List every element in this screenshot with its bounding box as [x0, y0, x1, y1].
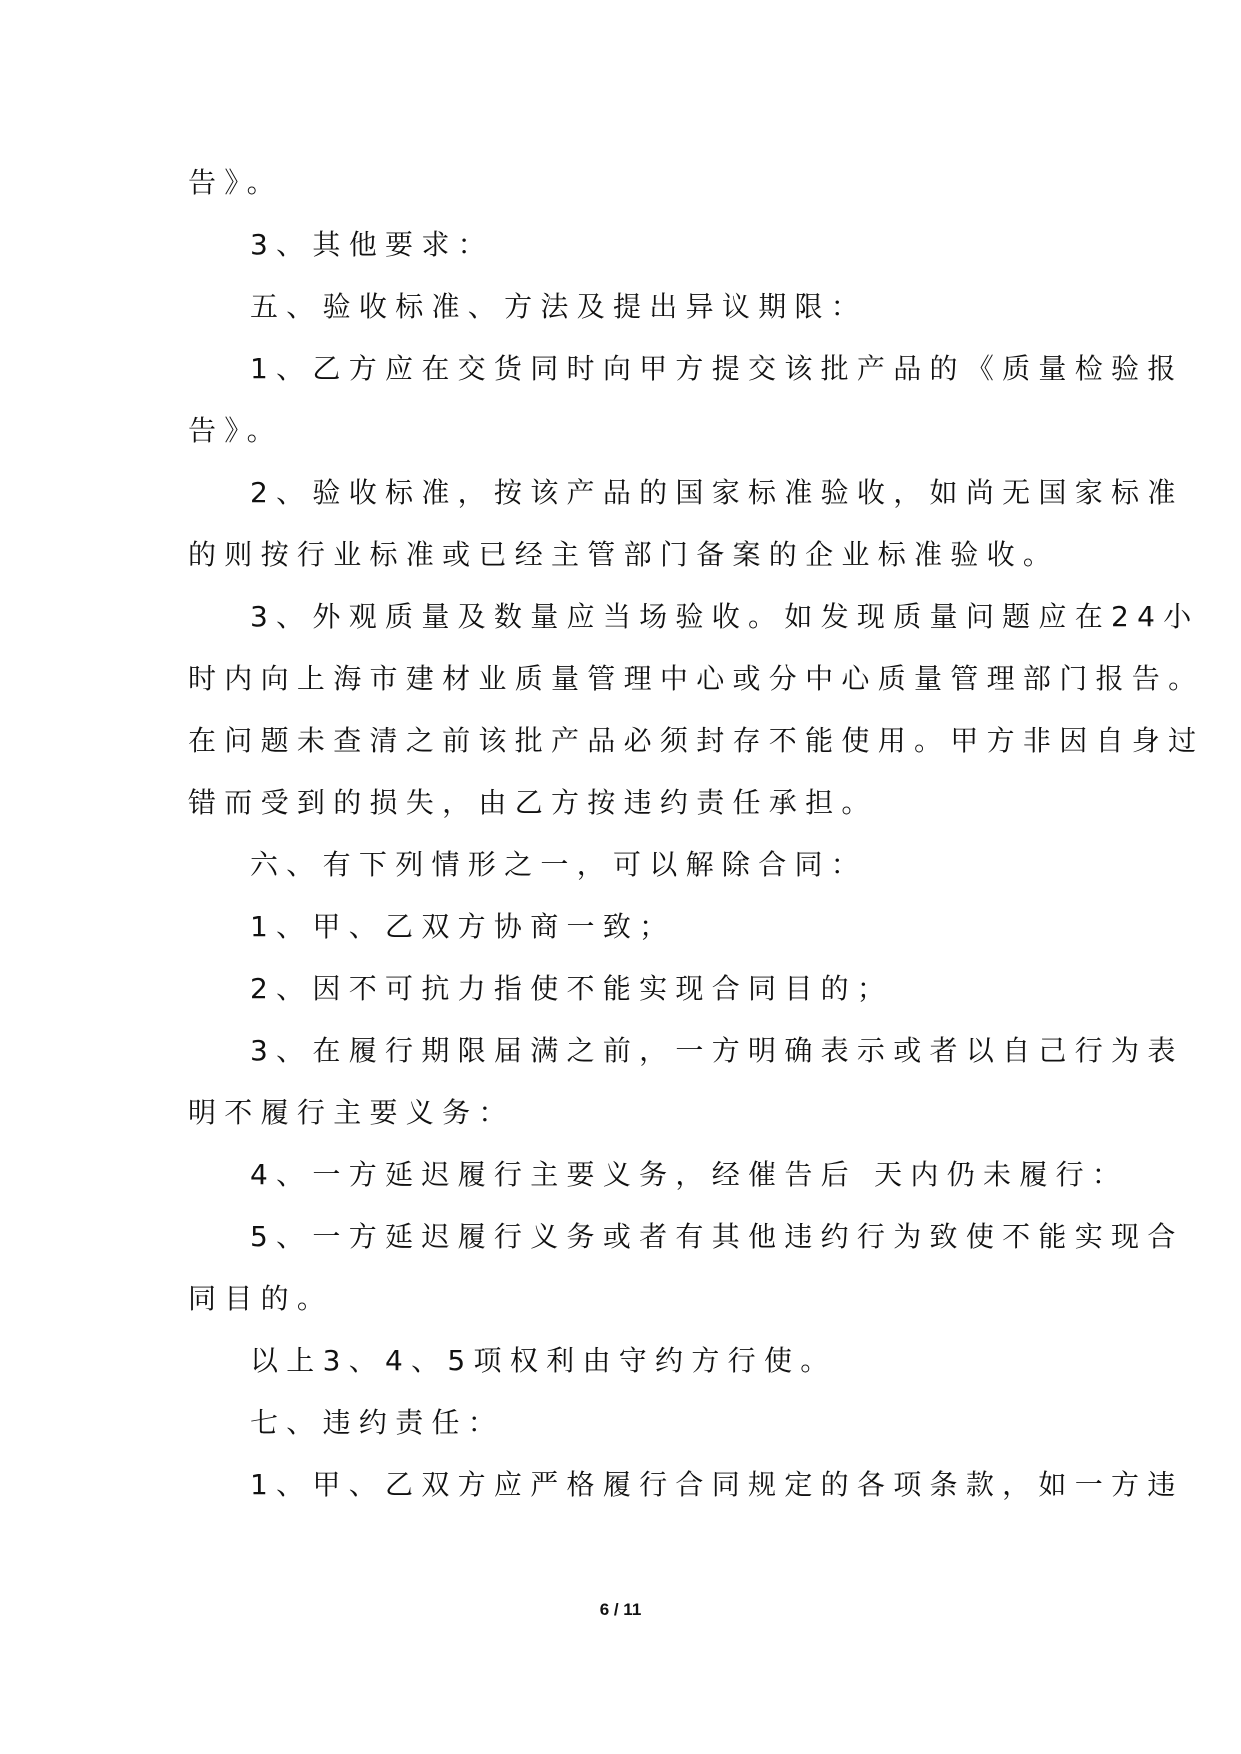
text-line-7: 的则按行业标准或已经主管部门备案的企业标准验收。	[188, 538, 1060, 571]
page-number: 6 / 11	[599, 1600, 642, 1619]
text-line-6: 2、验收标准，按该产品的国家标准验收，如尚无国家标准	[250, 476, 1184, 509]
section-heading-6: 六、有下列情形之一，可以解除合同：	[250, 848, 868, 881]
text-line-13: 1、甲、乙双方协商一致；	[250, 910, 676, 943]
text-line-20: 以上3、4、5项权利由守约方行使。	[250, 1344, 837, 1377]
text-line-18: 5、一方延迟履行义务或者有其他违约行为致使不能实现合	[250, 1220, 1184, 1253]
text-line-4: 1、乙方应在交货同时向甲方提交该批产品的《质量检验报	[250, 352, 1184, 385]
text-line-17: 4、一方延迟履行主要义务，经催告后 天内仍未履行：	[250, 1158, 1129, 1191]
section-heading-7: 七、违约责任：	[250, 1406, 505, 1439]
text-line-1: 告》。	[188, 166, 283, 199]
text-line-9: 时内向上海市建材业质量管理中心或分中心质量管理部门报告。	[188, 662, 1205, 695]
text-line-16: 明不履行主要义务：	[188, 1096, 515, 1129]
section-heading-5: 五、验收标准、方法及提出异议期限：	[250, 290, 868, 323]
text-line-14: 2、因不可抗力指使不能实现合同目的；	[250, 972, 894, 1005]
text-line-10: 在问题未查清之前该批产品必须封存不能使用。甲方非因自身过	[188, 724, 1205, 757]
text-line-11: 错而受到的损失，由乙方按违约责任承担。	[188, 786, 878, 819]
text-line-2: 3、其他要求：	[250, 228, 494, 261]
text-line-15: 3、在履行期限届满之前，一方明确表示或者以自己行为表	[250, 1034, 1184, 1067]
text-line-22: 1、甲、乙双方应严格履行合同规定的各项条款，如一方违	[250, 1468, 1184, 1501]
text-line-19: 同目的。	[188, 1282, 334, 1315]
document-body	[188, 152, 1205, 1516]
text-line-8: 3、外观质量及数量应当场验收。如发现质量问题应在24小	[250, 600, 1200, 633]
text-line-5: 告》。	[188, 414, 283, 447]
